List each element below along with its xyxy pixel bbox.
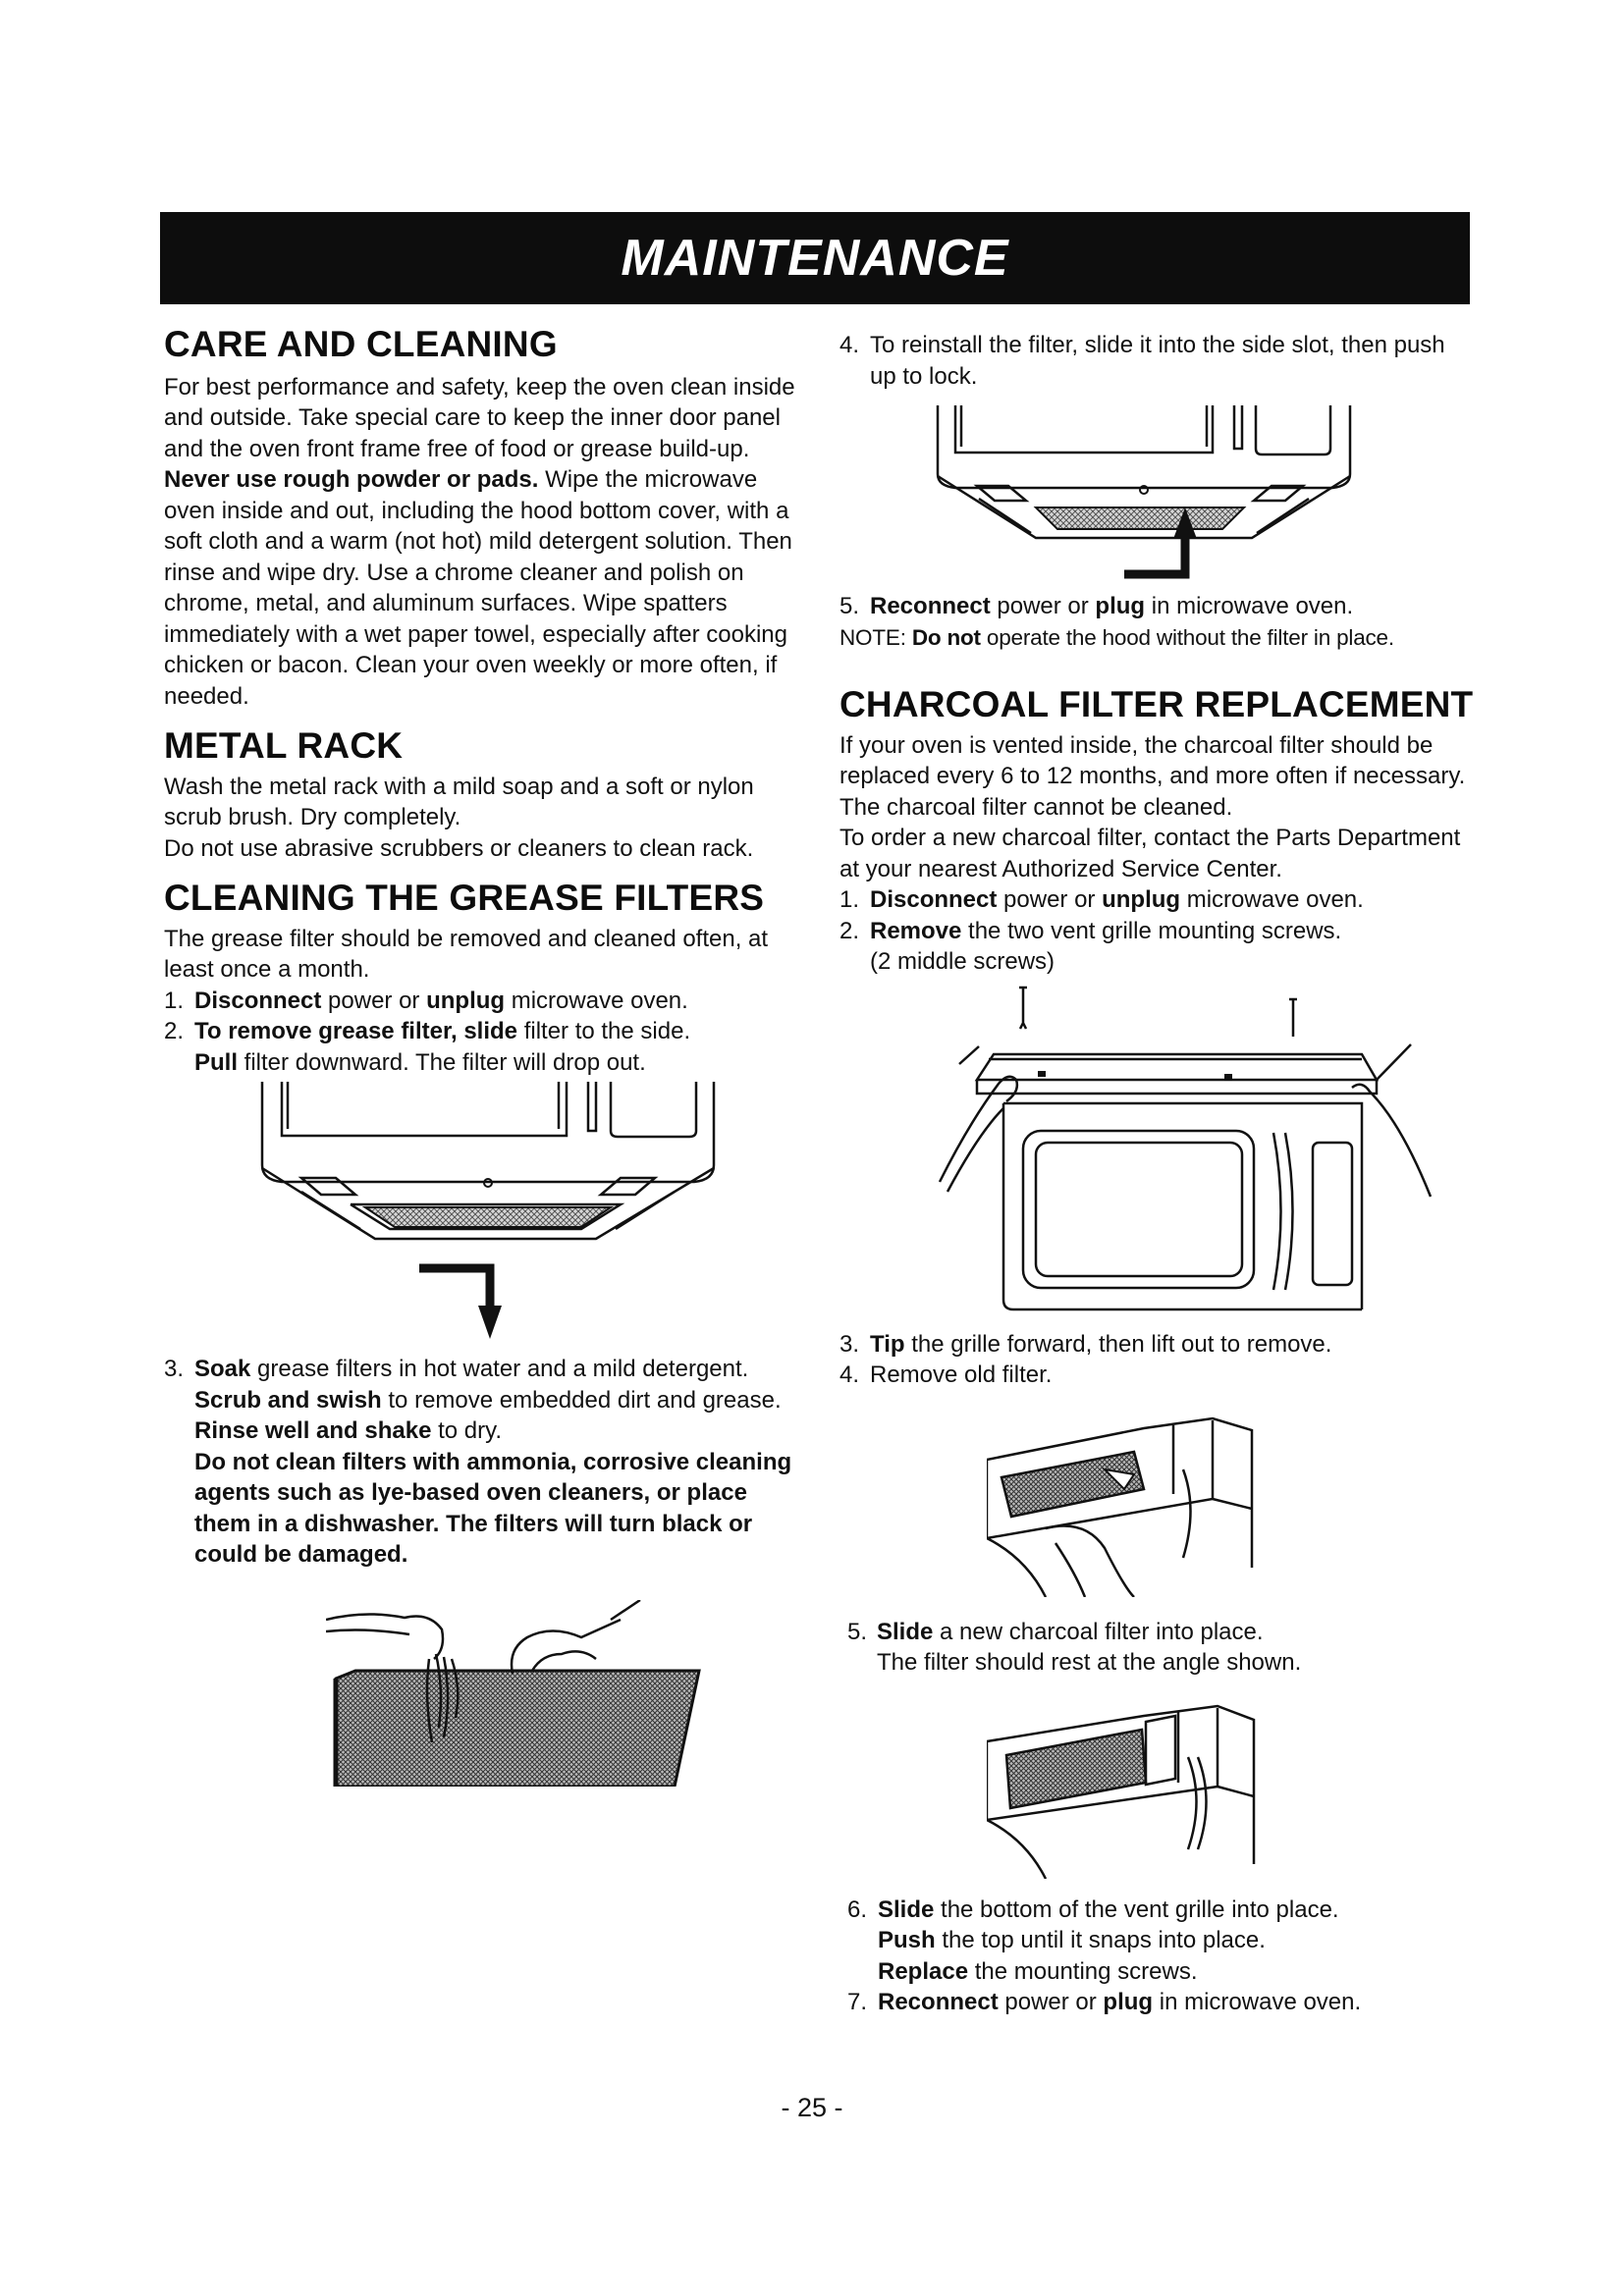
charcoal-step-2 — [839, 916, 1478, 978]
care-cleaning-heading: CARE AND CLEANING — [164, 324, 558, 364]
step-bold: Slide — [877, 1618, 934, 1645]
step-text: the bottom of the vent grille into place. — [934, 1896, 1339, 1923]
step-bold: plug — [1095, 593, 1146, 619]
rack-para-2: Do not use abrasive scrubbers or cleaners to clean rack. — [164, 834, 754, 862]
step-bold: unplug — [426, 987, 506, 1014]
grease-step-1 — [164, 986, 807, 1017]
charcoal-para-1: If your oven is vented inside, the charcoal filter should be replaced every 6 to 12 months, and more often if necessary. The charcoal filter cannot be cleaned. — [839, 731, 1466, 821]
metal-rack-heading: METAL RACK — [164, 725, 404, 767]
charcoal-step-6 — [847, 1895, 1478, 1988]
step-text: the two vent grille mounting screws. — [961, 917, 1342, 944]
step-bold: Replace — [878, 1957, 969, 1985]
charcoal-step-7 — [847, 1987, 1478, 2018]
step-number: 3. — [164, 1356, 185, 1383]
step-bold: Pull — [194, 1048, 239, 1076]
step-text: the top until it snaps into place. — [935, 1927, 1266, 1954]
step-bold: Slide — [878, 1896, 935, 1923]
banner-title: MAINTENANCE — [621, 230, 1009, 287]
grease-step-5 — [839, 591, 1478, 622]
step-number: 5. — [839, 593, 860, 619]
step-text: power or — [990, 593, 1096, 619]
charcoal-step-3 — [839, 1329, 1478, 1361]
step-number: 1. — [839, 886, 860, 914]
step-text: The filter should rest at the angle shown. — [877, 1649, 1302, 1677]
grease-step-4 — [839, 330, 1478, 392]
step-text: the mounting screws. — [968, 1957, 1198, 1985]
step-number: 7. — [847, 1989, 868, 2016]
step-number: 1. — [164, 987, 185, 1014]
step-number: 6. — [847, 1896, 868, 1923]
note-label: NOTE: — [839, 624, 912, 650]
step-bold: Disconnect — [194, 987, 322, 1014]
page-number: - 25 - — [781, 2093, 843, 2122]
step-text: filter downward. The filter will drop out. — [238, 1048, 646, 1076]
step-bold: unplug — [1102, 886, 1181, 914]
step-text: filter to the side. — [517, 1018, 691, 1045]
right-column — [839, 330, 1478, 2018]
remove-vent-grille-illustration — [900, 986, 1450, 1319]
step-bold: Scrub and swish — [194, 1386, 382, 1414]
step-text: the grille forward, then lift out to remove. — [904, 1330, 1332, 1358]
charcoal-step-1 — [839, 884, 1478, 916]
charcoal-step-5 — [847, 1617, 1478, 1679]
step-bold: Push — [878, 1927, 936, 1954]
charcoal-para-2: To order a new charcoal filter, contact the Parts Department at your nearest Authorized Service Center. — [839, 825, 1461, 882]
step-bold: Disconnect — [870, 886, 998, 914]
step-bold: Reconnect — [878, 1989, 999, 2016]
step-bold: Rinse well and shake — [194, 1417, 432, 1445]
step-text: in microwave oven. — [1153, 1989, 1362, 2016]
grease-step-2 — [164, 1016, 807, 1078]
step-number: 5. — [847, 1618, 868, 1645]
charcoal-filter-heading: CHARCOAL FILTER REPLACEMENT — [839, 684, 1474, 724]
step-text: Remove old filter. — [870, 1362, 1053, 1389]
step-text: to dry. — [431, 1417, 503, 1445]
step-text: microwave oven. — [505, 987, 688, 1014]
care-para-2 — [164, 464, 807, 712]
step-text: in microwave oven. — [1145, 593, 1354, 619]
step-bold: Tip — [870, 1330, 905, 1358]
step-bold: Soak — [194, 1356, 251, 1383]
step-text: (2 middle screws) — [870, 948, 1056, 976]
step-number: 2. — [839, 917, 860, 944]
grease-intro: The grease filter should be removed and cleaned often, at least once a month. — [164, 925, 769, 984]
soaking-filter-illustration — [326, 1600, 738, 1787]
grease-filter-removal-illustration — [243, 1082, 753, 1342]
remove-old-filter-illustration — [987, 1401, 1281, 1597]
reinstall-filter-illustration — [928, 405, 1360, 587]
step-text: power or — [998, 1989, 1104, 2016]
step-text: grease filters in hot water and a mild detergent. — [250, 1356, 749, 1383]
care-para-1: For best performance and safety, keep the oven clean inside and outside. Take special care to keep the inner door panel and the oven front frame free of food or grease build-up. — [164, 373, 795, 462]
rack-para-1: Wash the metal rack with a mild soap and a soft or nylon scrub brush. Dry completely. — [164, 773, 754, 831]
step-text: to remove embedded dirt and grease. — [381, 1386, 782, 1414]
grease-step-3 — [164, 1354, 807, 1571]
care-para-2-bold: Never use rough powder or pads. — [164, 466, 539, 494]
step-text: power or — [997, 886, 1103, 914]
maintenance-banner — [160, 212, 1470, 304]
left-column — [164, 324, 807, 1787]
new-filter-angle-illustration — [987, 1692, 1281, 1879]
step-bold: plug — [1103, 1989, 1154, 2016]
step-bold: To remove grease filter, slide — [194, 1018, 518, 1045]
step-text: microwave oven. — [1180, 886, 1364, 914]
step-number: 4. — [839, 332, 860, 358]
step-text: To reinstall the filter, slide it into the side slot, then push up to lock. — [870, 332, 1445, 390]
step-number: 2. — [164, 1018, 185, 1045]
care-para-2-rest: Wipe the microwave oven inside and out, including the hood bottom cover, with a soft cloth and a warm (not hot) mild detergent solution. Then rinse and wipe dry. Use a chrome cleaner and polish on chrome, metal, and aluminum surfaces. Wipe spatters immediately with a wet paper towel, especially after cooking chicken or bacon. Clean your oven weekly or more often, if needed. — [164, 466, 792, 710]
grease-filters-heading: CLEANING THE GREASE FILTERS — [164, 878, 765, 919]
step-number: 3. — [839, 1330, 860, 1358]
step-bold: Remove — [870, 917, 962, 944]
note-text: operate the hood without the filter in place. — [980, 624, 1394, 650]
step-bold: Reconnect — [870, 593, 991, 619]
grease-warning: Do not clean filters with ammonia, corrosive cleaning agents such as lye-based oven cleaners, or place them in a dishwasher. The filters will turn black or could be damaged. — [194, 1448, 792, 1569]
step-text: power or — [321, 987, 427, 1014]
step-number: 4. — [839, 1362, 860, 1389]
note-bold: Do not — [911, 624, 981, 650]
charcoal-step-4 — [839, 1360, 1478, 1391]
filter-note — [839, 622, 1478, 654]
step-text: a new charcoal filter into place. — [933, 1618, 1264, 1645]
